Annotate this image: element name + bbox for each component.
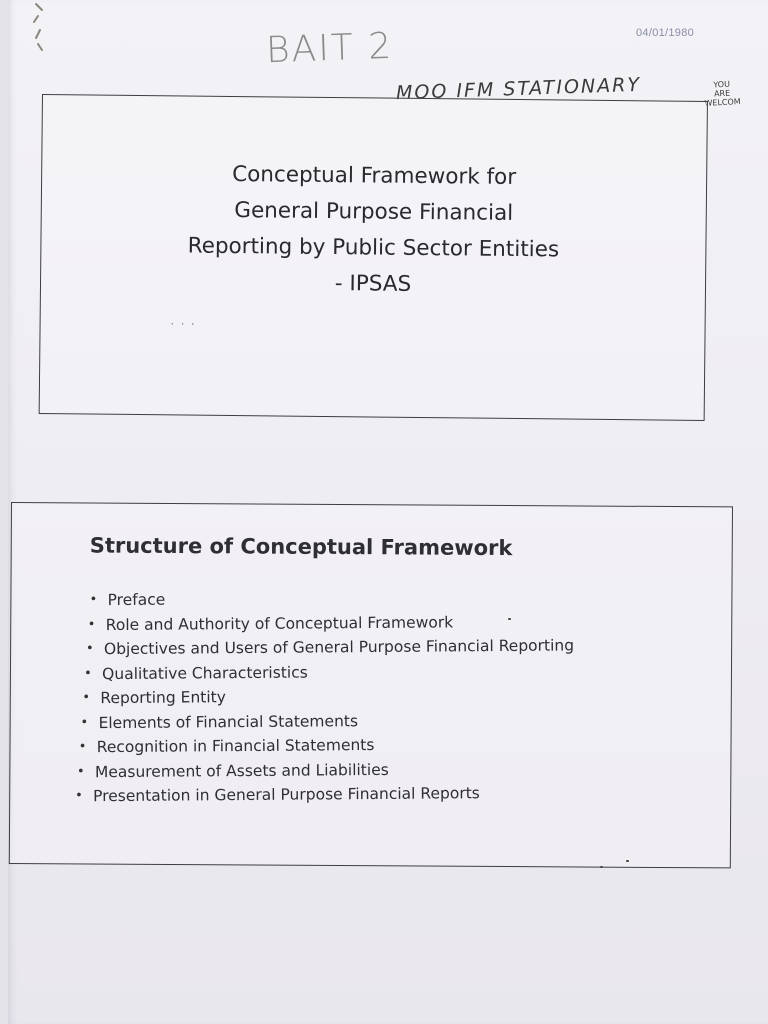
ink-speck [626, 860, 629, 862]
slide-title [41, 155, 706, 306]
slide-title-line: Conceptual Framework for [232, 161, 517, 190]
ink-speck [600, 866, 603, 868]
margin-scribble-icon [26, 0, 56, 60]
stray-dots: . . . [170, 316, 197, 328]
handwritten-note: YOU ARE WELCOM [704, 79, 741, 108]
handwritten-subtitle: MOO IFM STATIONARY [395, 73, 642, 105]
structure-heading: Structure of Conceptual Framework [89, 533, 513, 561]
structure-slide [9, 502, 733, 868]
list-item: • Qualitative Characteristics [82, 658, 574, 686]
margin-scribble [26, 0, 56, 60]
list-item: • Preface [87, 584, 573, 612]
list-item: • Presentation in General Purpose Financial Reports [73, 780, 575, 808]
slide-title-line: Reporting by Public Sector Entities [187, 233, 560, 263]
slide-title-line: General Purpose Financial [234, 198, 514, 226]
structure-list [71, 584, 575, 808]
title-slide [39, 94, 708, 421]
ink-speck [508, 618, 511, 620]
slide-title-line: - IPSAS [334, 271, 412, 297]
handwritten-class-label: BAIT 2 [265, 25, 394, 72]
printed-date: 04/01/1980 [636, 27, 695, 39]
list-item: • Recognition in Financial Statements [77, 731, 575, 759]
list-item: • Objectives and Users of General Purpose Financial Reporting [84, 633, 574, 661]
list-item: • Elements of Financial Statements [78, 707, 574, 735]
list-item: • Reporting Entity [80, 682, 574, 710]
list-item: • Measurement of Assets and Liabilities [75, 756, 575, 784]
list-item: • Role and Authority of Conceptual Framework [86, 609, 574, 637]
